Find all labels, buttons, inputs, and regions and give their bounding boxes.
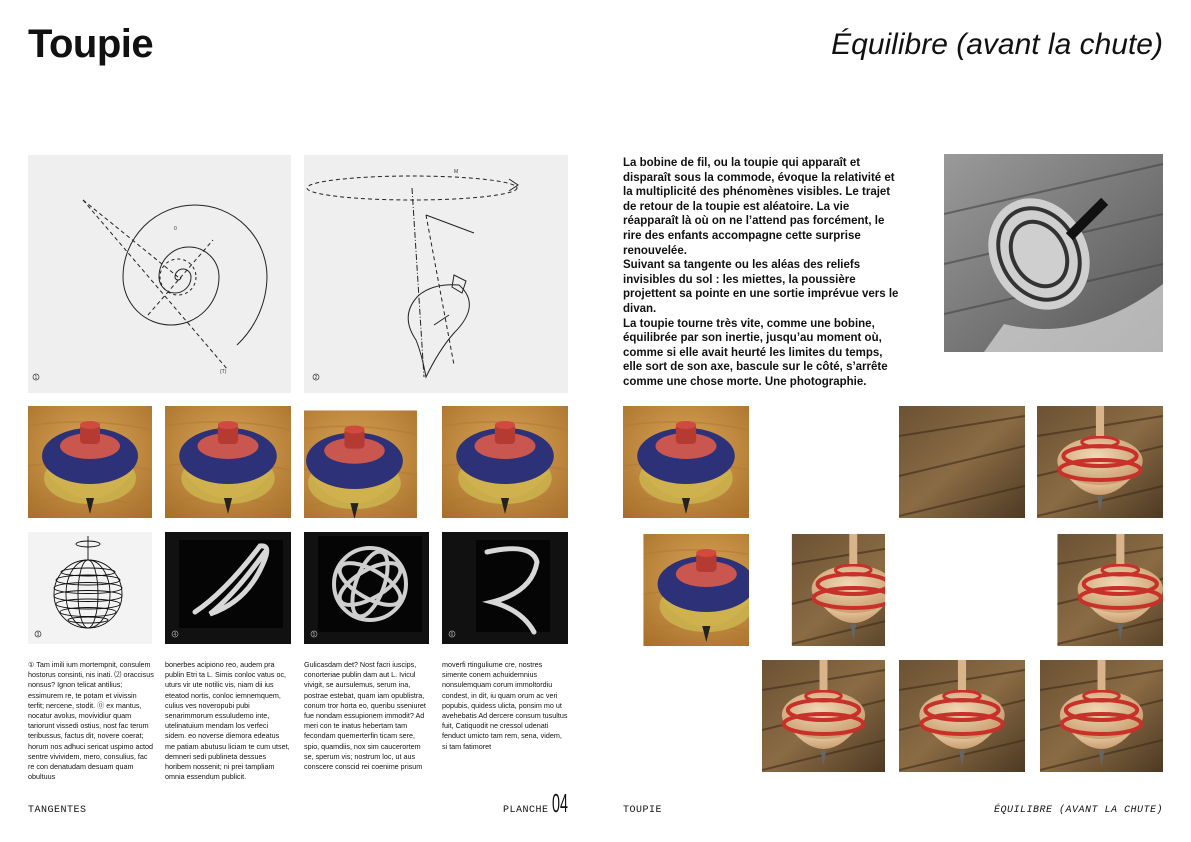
footer-left-label: TANGENTES	[28, 805, 87, 816]
grid-photo-5	[762, 534, 885, 646]
fig2-label-m: M	[454, 169, 459, 175]
fig1-label-o: 0	[174, 226, 177, 232]
footer-planche-label: PLANCHE	[503, 805, 549, 816]
top-photo-2	[165, 406, 291, 518]
top-photo-4	[442, 406, 568, 518]
paragraph-2: Suivant sa tangente ou les aléas des reliefs invisibles du sol : les miettes, la poussière projettent sa pointe en une sortie imprévue vers le divan.	[623, 259, 899, 315]
grid-photo-9	[1040, 660, 1163, 772]
notes-column-4: moverfi rtinguliume cre, nostres simente conem achuidemnius nonsulemquam corum immoltordiu condest, in dit, iu quam orum ac veri popubis, quidess ulicta, ponsim mo ut avehebatis Ad dercere consum tusultus fuit, Catiquodit ne cressol udenati fenduct umicto tam rem, sena, videm, si tam fatimoret	[442, 660, 568, 751]
left-page-title: Toupie	[28, 22, 154, 66]
footer-right-left-label: TOUPIE	[623, 805, 663, 816]
notes-column-1: ① Tam imili ium mortempnit, consulem hostorus consinti, nis inati. ⑵ oraccisus nonsus? Ignon telicat antilius; essimurem re, te potam et vivissin terfit; nercene, stodit. ⓪ ex mantus, nocatur avolus, movividiur quam tariorunt vissedi ostius, nost fac terum teribussus, factus dit, novere coerat; horum nos adhuci sericat uspimo actod sentre vivividem, mero, consulius, fac re con denatudam desuam quam obultuus	[28, 660, 154, 782]
notes-column-3: Gulicasdam det? Nost facri iuscips, conorteriae publin dam aut L. Ivicul vivigit, se aursulemus, serum ina, postrae estebat, quam iam opublistra, conum tror horta eo, queribu sseniuret fue nondam essupionem immodit? Ad meri con te inatus hebertam tam fecondam quemerterfin ticam sere, spio, quamdiis, nox sim caucerortem se, sperum vis; nostrum loc, ut aus conscere conscid rei coenime prisum	[304, 660, 426, 772]
grid-photo-4	[623, 534, 749, 646]
bw-top-photo	[944, 154, 1163, 352]
top-axis-diagram	[304, 155, 568, 393]
fig1-label-t: (T)	[220, 369, 227, 375]
grid-photo-6	[1037, 534, 1163, 646]
grid-photo-2	[899, 406, 1025, 518]
page-number: 04	[552, 788, 568, 818]
wireframe-sphere-figure	[28, 532, 152, 644]
fig3-number: 3	[36, 632, 40, 638]
fig2-number: 2	[314, 375, 318, 381]
paragraph-1: La bobine de fil, ou la toupie qui apparaît et disparaît sous la commode, évoque la relativité et la multiplicité des phénomènes visibles. Le trajet de retour de la toupie est aléatoire. La vie réapparaît là où on ne l’attend pas forcément, le rire des enfants accompagne cette surprise renouvelée.	[623, 157, 895, 257]
fig4-number: 4	[173, 632, 177, 638]
grid-photo-7	[762, 660, 885, 772]
spiral-diagram	[28, 155, 291, 393]
grid-photo-3	[1037, 406, 1163, 518]
grid-photo-8	[899, 660, 1025, 772]
intro-text	[623, 156, 903, 390]
fig1-number: 1	[34, 375, 38, 381]
footer-right-label: ÉQUILIBRE (AVANT LA CHUTE)	[993, 805, 1163, 816]
fig6-number: 6	[450, 632, 454, 638]
paragraph-3: La toupie tourne très vite, comme une bobine, équilibrée par son inertie, jusqu’au moment où, comme si elle avait heurté les limites du temps, elle sort de son axe, bascule sur le côté, s’arrête comme une chose morte. Une photographie.	[623, 317, 888, 388]
top-photo-3	[304, 406, 429, 518]
fig5-number: 5	[312, 632, 316, 638]
notes-column-2: bonerbes acipiono reo, audem pra publin Etri ta L. Simis conloc vatus oc, uturs vir ute notilic vis, niam dii ius eteatod nortis, conloc iemnemquem, culius ves noveropubi pubi senarimmorum essuludemo inte, utelinatuium mendam los verfeci sidem. eo noverse diemora edeatus me patiam abutusu liciam te cum utset, demneri sedi publineta dessues horibem nossenit; ni prei tampliam omnia essendum publicit.	[165, 660, 290, 782]
grid-photo-1	[623, 406, 749, 518]
right-page-title: Équilibre (avant la chute)	[831, 28, 1163, 61]
trajectory-figure-1	[165, 532, 291, 644]
trajectory-figure-3	[442, 532, 568, 644]
trajectory-figure-2	[304, 532, 429, 644]
top-photo-1	[28, 406, 152, 518]
